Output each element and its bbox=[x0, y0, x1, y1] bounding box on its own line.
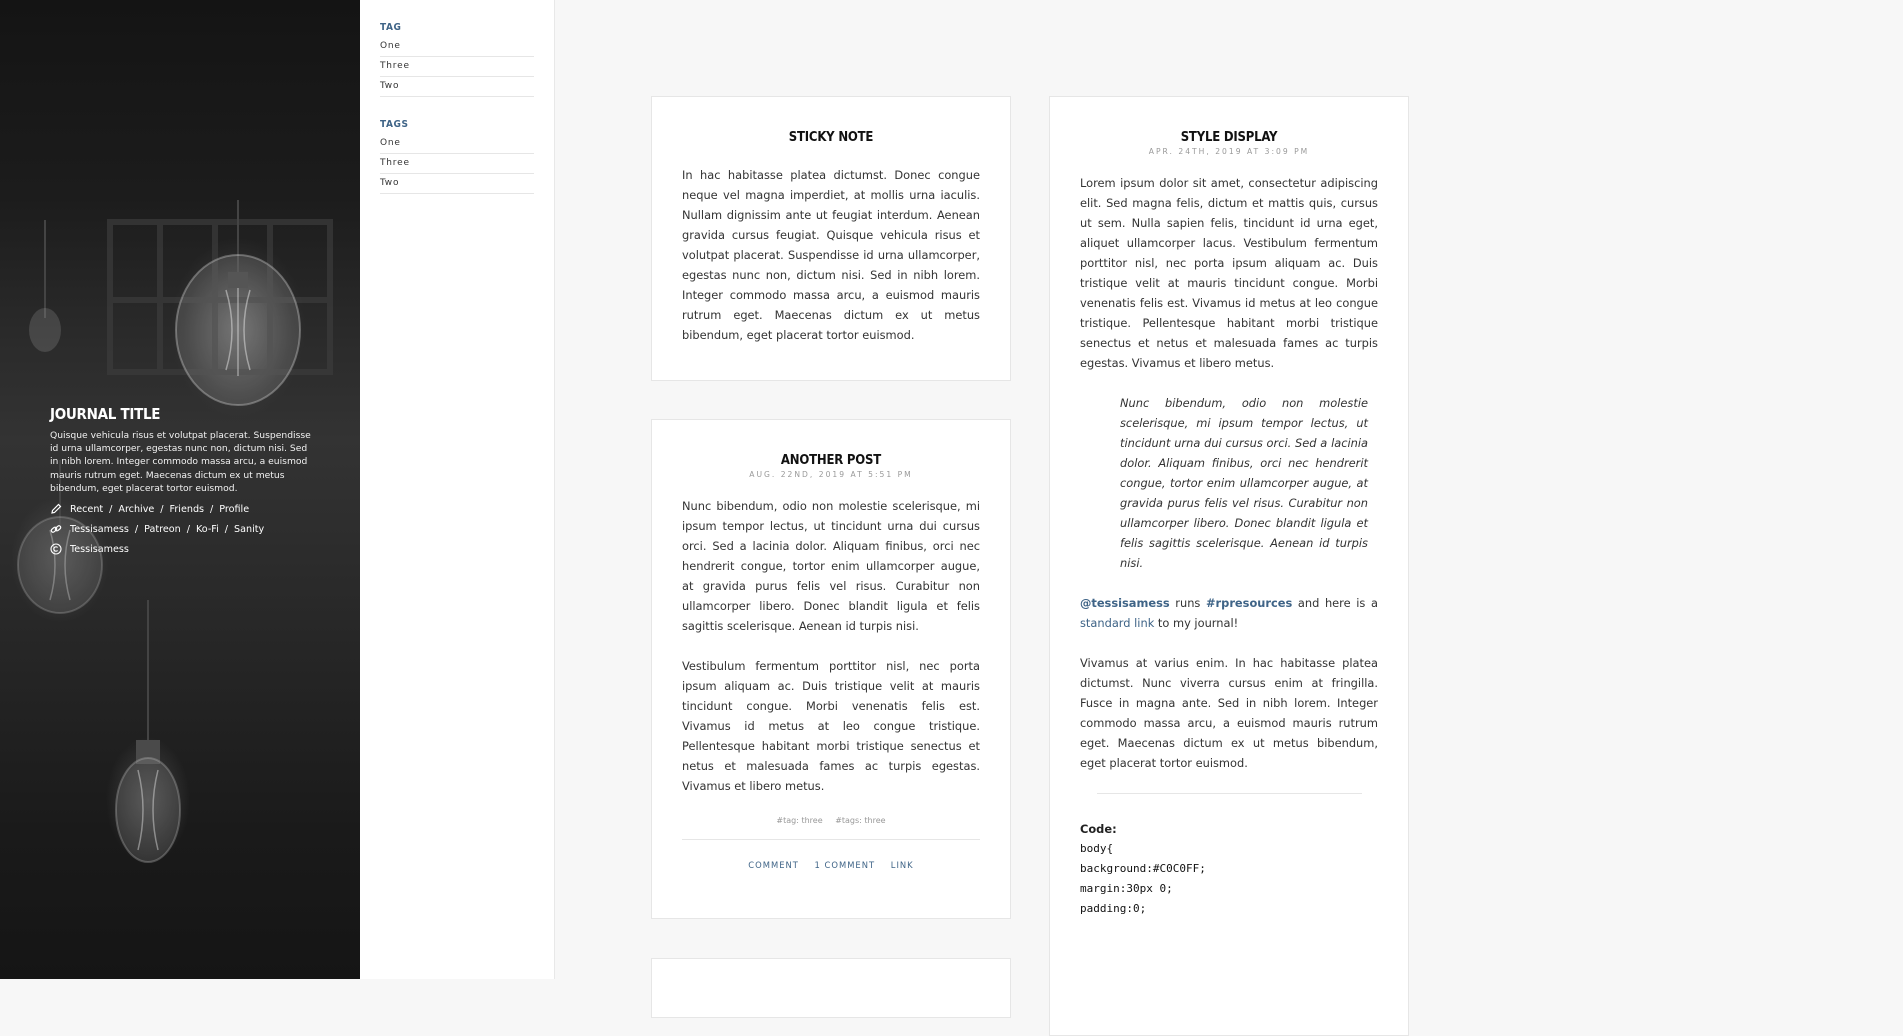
tag-item-two[interactable]: Two bbox=[380, 174, 534, 194]
journal-title[interactable]: JOURNAL TITLE bbox=[50, 405, 161, 423]
comment-link[interactable]: COMMENT bbox=[748, 860, 799, 870]
tag-item-three[interactable]: Three bbox=[380, 154, 534, 174]
standard-link[interactable]: standard link bbox=[1080, 616, 1155, 630]
text-fragment: runs bbox=[1169, 596, 1206, 610]
nav-separator: / bbox=[160, 503, 164, 515]
post-sticky-note bbox=[651, 96, 1011, 381]
social-link-kofi[interactable]: Ko-Fi bbox=[195, 523, 219, 535]
social-links-row bbox=[50, 523, 315, 535]
code-block bbox=[1080, 839, 1378, 919]
nav-separator: / bbox=[186, 523, 190, 535]
post-tag[interactable]: #tags: three bbox=[835, 816, 886, 825]
tags-sidebar bbox=[360, 0, 555, 979]
community-mention-link[interactable]: #rpresources bbox=[1206, 596, 1293, 610]
social-link-sanity[interactable]: Sanity bbox=[234, 523, 265, 535]
tag-group-heading: TAG bbox=[380, 22, 402, 33]
text-fragment: to my journal! bbox=[1154, 616, 1239, 630]
hero-photo-panel bbox=[0, 0, 360, 979]
tag-group-heading: TAGS bbox=[380, 119, 409, 130]
blockquote-text: Nunc bibendum, odio non molestie scelerisque, mi ipsum tempor lectus, ut tincidunt urna dui cursus orci. Sed a lacinia dolor. Aliquam finibus, orci nec hendrerit congue, tortor enim ullamcorper augue, at gravida purus felis vel risus. Curabitur non ullamcorper libero. Donec blandit ligula et felis sagittis scelerisque. Aenean id turpis nisi. bbox=[1120, 396, 1368, 570]
copyright-link[interactable]: Tessisamess bbox=[70, 543, 129, 555]
post-next-partial bbox=[651, 958, 1011, 1018]
post-tags bbox=[682, 816, 980, 825]
permalink[interactable]: LINK bbox=[890, 860, 914, 870]
nav-link-friends[interactable]: Friends bbox=[169, 503, 205, 515]
blockquote bbox=[1080, 393, 1378, 573]
post-date: APR. 24TH, 2019 AT 3:09 PM bbox=[1148, 147, 1310, 156]
journal-description: Quisque vehicula risus et volutpat placerat. Suspendisse id urna ullamcorper, egestas nunc non, dictum nisi. Sed in nibh lorem. Integer commodo massa arcu, a euismod mauris rutrum eget. Maecenas dictum ex ut metus bibendum, eget placerat tortor euismod. bbox=[50, 430, 311, 494]
post-title[interactable]: STYLE DISPLAY bbox=[1180, 130, 1278, 145]
post-body: In hac habitasse platea dictumst. Donec congue neque vel magna imperdiet, at mollis urna iaculis. Nullam dignissim ante ut feugiat interdum. Aenean gravida cursus feugiat. Quisque vehicula risus et volutpat placerat. Suspendisse id urna ullamcorper, egestas nunc non, dictum nisi. Sed in nibh lorem. Integer commodo massa arcu, a euismod mauris rutrum eget. Maecenas dictum ex ut metus bibendum, eget placerat tortor euismod. bbox=[682, 168, 980, 342]
post-paragraph: Vivamus at varius enim. In hac habitasse platea dictumst. Nunc viverra cursus enim at fringilla. Fusce in magna ante. Sed in nibh lorem. Integer commodo massa arcu, a euismod mauris rutrum eget. Maecenas dictum ex ut metus bibendum, eget placerat tortor euismod. bbox=[1080, 656, 1378, 770]
code-label: Code: bbox=[1080, 822, 1117, 836]
tag-item-one[interactable]: One bbox=[380, 134, 534, 154]
social-link-patreon[interactable]: Patreon bbox=[144, 523, 181, 535]
code-line: background:#C0C0FF; bbox=[1080, 862, 1206, 875]
code-line: padding:0; bbox=[1080, 902, 1147, 915]
nav-separator: / bbox=[109, 503, 113, 515]
user-mention-link[interactable]: @tessisamess bbox=[1080, 596, 1170, 610]
post-footer bbox=[682, 840, 980, 890]
pencil-icon bbox=[50, 503, 62, 515]
social-link-tessisamess[interactable]: Tessisamess bbox=[70, 523, 129, 535]
code-line: body{ bbox=[1080, 842, 1114, 855]
copyright-icon bbox=[50, 543, 62, 555]
journal-info bbox=[50, 405, 315, 563]
nav-links-row bbox=[50, 503, 315, 515]
link-icon bbox=[50, 523, 62, 535]
nav-separator: / bbox=[210, 503, 214, 515]
text-fragment: and here is a bbox=[1292, 596, 1378, 610]
tag-group-tag bbox=[380, 22, 534, 97]
code-line: margin:30px 0; bbox=[1080, 882, 1173, 895]
nav-link-profile[interactable]: Profile bbox=[219, 503, 250, 515]
post-date: AUG. 22ND, 2019 AT 5:51 PM bbox=[749, 470, 913, 479]
post-paragraph: Nunc bibendum, odio non molestie scelerisque, mi ipsum tempor lectus, ut tincidunt urna dui cursus orci. Sed a lacinia dolor. Aliquam finibus, orci nec hendrerit congue, tortor enim ullamcorper augue, at gravida purus felis vel risus. Curabitur non ullamcorper libero. Donec blandit ligula et felis sagittis scelerisque. Aenean id turpis nisi. bbox=[682, 499, 980, 633]
post-another-post bbox=[651, 419, 1011, 919]
tag-item-two[interactable]: Two bbox=[380, 77, 534, 97]
horizontal-rule bbox=[1097, 793, 1362, 794]
comment-count-link[interactable]: 1 COMMENT bbox=[814, 860, 876, 870]
post-paragraph: Lorem ipsum dolor sit amet, consectetur adipiscing elit. Sed magna felis, dictum et mattis quis, cursus ut sem. Nulla sapien felis, tincidunt id urna eget, aliquet ullamcorper lacus. Vestibulum fermentum porttitor nisl, nec porta ipsum aliquam ac. Duis tristique velit at mauris tincidunt congue. Morbi venenatis felis est. Vivamus id metus at leo congue tristique. Pellentesque habitant morbi tristique senectus et netus et malesuada fames ac turpis egestas. Vivamus et libero metus. bbox=[1080, 176, 1378, 370]
post-title[interactable]: ANOTHER POST bbox=[780, 453, 882, 468]
post-title[interactable]: STICKY NOTE bbox=[788, 130, 874, 145]
tag-item-three[interactable]: Three bbox=[380, 57, 534, 77]
nav-link-archive[interactable]: Archive bbox=[118, 503, 155, 515]
tag-item-one[interactable]: One bbox=[380, 37, 534, 57]
nav-separator: / bbox=[134, 523, 139, 535]
post-paragraph: Vestibulum fermentum porttitor nisl, nec porta ipsum aliquam ac. Duis tristique velit at mauris tincidunt congue. Morbi venenatis felis est. Vivamus id metus at leo congue tristique. Pellentesque habitant morbi tristique senectus et netus et malesuada fames ac turpis egestas. Vivamus et libero metus. bbox=[682, 659, 980, 793]
copyright-row bbox=[50, 543, 315, 555]
mentions-paragraph bbox=[1080, 593, 1378, 633]
nav-separator: / bbox=[224, 523, 229, 535]
post-tag[interactable]: #tag: three bbox=[776, 816, 823, 825]
tag-group-tags bbox=[380, 119, 534, 194]
nav-link-recent[interactable]: Recent bbox=[70, 503, 104, 515]
post-style-display bbox=[1049, 96, 1409, 1036]
